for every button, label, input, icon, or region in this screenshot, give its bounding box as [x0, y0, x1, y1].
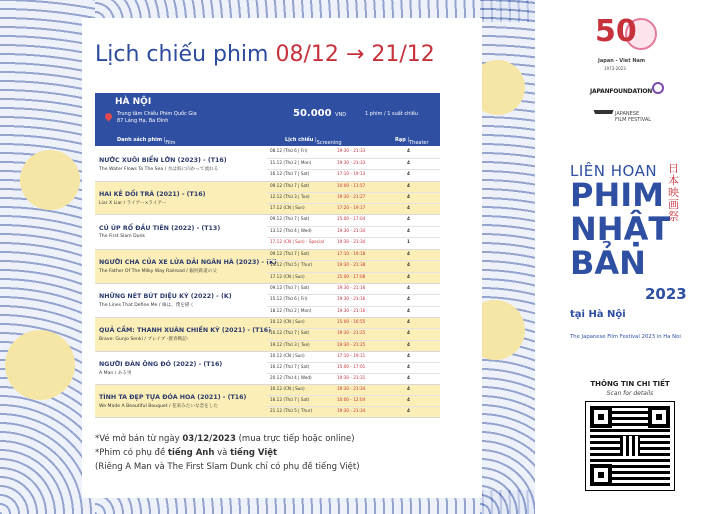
qr-finder-icon: [648, 406, 670, 428]
film-title: NGƯỜI ĐÀN ÔNG ĐÓ (2022) - (T16): [99, 360, 223, 368]
screening-row: [267, 227, 440, 239]
film-title: NGƯỜI CHA CỦA XE LỬA DẢI NGÂN HÀ (2023) - (K): [99, 259, 277, 266]
festival-title: [570, 178, 670, 280]
col-film-en: Film list: [165, 140, 176, 152]
decor-yellow-circle: [5, 330, 75, 400]
title-dates: 08/12 → 21/12: [275, 42, 435, 67]
festival-title-line-2: PHIM: [570, 176, 664, 214]
details-heading: THÔNG TIN CHI TIẾT: [590, 380, 670, 388]
film-subtitle: Liar X Liar / ライアー×ライアー: [99, 200, 167, 206]
price-value: 50.000: [293, 108, 332, 119]
col-schedule: Lịch chiếu | Screening Schedule: [285, 137, 342, 152]
note-line-1: [95, 432, 485, 446]
note-line-2: [95, 446, 485, 460]
venue-city: HÀ NỘI: [115, 97, 152, 107]
screening-date: 10.12 (CN | Sun): [270, 353, 305, 358]
note-2-en: tiếng Anh: [167, 448, 215, 458]
festival-title-line-3: NHẬT: [570, 210, 671, 248]
screening-time: 19:30 - 21:16: [337, 296, 366, 302]
col-schedule-label: Lịch chiếu: [285, 137, 314, 143]
venue-header: [95, 93, 440, 134]
qr-pattern: [620, 436, 640, 456]
screening-room: 4: [407, 307, 410, 313]
screening-row: [267, 250, 440, 261]
screening-room: 4: [407, 205, 410, 210]
film-subtitle: Brave: Gunjo Senki / ブレイブ -群青戦記-: [99, 337, 189, 342]
screening-room: 4: [407, 330, 410, 336]
screening-room: 4: [407, 364, 410, 369]
screening-room: 4: [407, 183, 410, 188]
screening-row: [267, 238, 440, 250]
price-currency: VND: [335, 112, 347, 118]
col-room-label: Rạp: [395, 137, 406, 143]
jff-line-1: JAPANESE: [615, 111, 640, 117]
screening-date: 14.12 (Thứ 5 | Thur): [270, 262, 313, 268]
scan-caption: Scan for details: [606, 390, 654, 397]
screening-time: 17:10 - 19:18: [337, 251, 366, 256]
anniversary-logo: [595, 14, 665, 64]
screening-date: 15.12 (Thứ 6 | Fri): [270, 296, 308, 302]
screening-date: 09.12 (Thứ 7 | Sat): [270, 285, 310, 290]
screening-time: 10:00 - 12:04: [337, 397, 366, 402]
screening-room: 4: [407, 159, 410, 165]
screening-date: 17.12 (CN | Sun) - Special: [270, 239, 324, 245]
screening-room: 4: [407, 285, 410, 290]
anniversary-years: 1973-2023: [604, 66, 626, 71]
screening-row: [267, 341, 440, 352]
arrow-icon: →: [345, 42, 365, 67]
screening-time: 15:00 - 17:01: [337, 364, 366, 369]
screening-row: [267, 182, 440, 193]
date-to: 21: [371, 42, 400, 67]
screening-date: 09.12 (Thứ 7 | Sat): [270, 183, 310, 188]
film-subtitle: The First Slam Dunk: [99, 233, 146, 239]
film-subtitle: The Water Flows To The Sea / 水は海に向かって流れる: [99, 166, 219, 172]
screening-row: [267, 215, 440, 227]
note-2-and: và: [214, 448, 231, 458]
ticket-notes: [95, 432, 485, 474]
screening-room: 4: [407, 296, 410, 302]
screening-time: 15:00 - 17:04: [337, 216, 366, 221]
col-room-en: Theater: [409, 140, 429, 146]
film-subtitle: The Lines That Define Me / 線は、僕を描く: [99, 303, 195, 308]
note-line-3: (Riêng A Man và The First Slam Dunk chỉ có phụ đề tiếng Việt): [95, 462, 360, 472]
festival-title-line-1: LIÊN HOAN: [570, 162, 658, 180]
film-row: [95, 182, 440, 215]
screening-date: 16.12 (Thứ 7 | Sat): [270, 171, 310, 177]
month-to: 12: [406, 42, 435, 67]
screening-time: 19:30 - 21:34: [337, 227, 366, 233]
map-pin-icon: [104, 112, 114, 122]
screening-date: 16.12 (Thứ 7 | Sat): [270, 397, 310, 402]
note-2-vi: tiếng Việt: [230, 448, 278, 458]
screening-time: 19:30 - 21:16: [337, 285, 366, 290]
screening-room: 4: [407, 227, 410, 233]
qr-code[interactable]: [586, 402, 674, 490]
screening-row: [267, 363, 440, 374]
film-subtitle: A Man / ある男: [99, 370, 132, 376]
screening-room: 1: [407, 239, 410, 245]
screening-time: 19:30 - 21:27: [337, 194, 366, 199]
screening-date: 09.12 (Thứ 7 | Sat): [270, 251, 310, 256]
film-row: [95, 352, 440, 385]
screening-row: [267, 385, 440, 396]
screening-room: 4: [407, 386, 410, 391]
screening-time: 15:00 - 17:08: [337, 273, 366, 279]
screening-room: 4: [407, 341, 410, 347]
screening-time: 19:30 - 21:25: [337, 330, 366, 336]
screening-row: [267, 374, 440, 385]
festival-year: 2023: [645, 285, 687, 303]
film-subtitle: The Father Of The Milky Way Railroad / 銀河鉄道の父: [99, 269, 217, 274]
screening-room: 4: [407, 171, 410, 177]
festival-title-line-4: BẢN: [570, 244, 646, 282]
screening-row: [267, 295, 440, 306]
screening-date: 19.12 (Thứ 3 | Tue): [270, 341, 310, 347]
col-schedule-en: Screening Schedule: [316, 140, 342, 152]
screening-date: 21.12 (Thứ 5 | Thur): [270, 408, 313, 413]
screening-room: 4: [407, 375, 410, 380]
screening-row: [267, 396, 440, 407]
month-from: 12: [310, 42, 339, 67]
screening-row: [267, 307, 440, 318]
film-row: [95, 215, 440, 250]
screening-room: 4: [407, 353, 410, 358]
japan-foundation-mark-icon: [652, 82, 664, 94]
title-text: Lịch chiếu phim: [95, 42, 269, 67]
screening-time: 19:30 - 21:25: [337, 341, 366, 347]
screening-room: 4: [407, 273, 410, 279]
screening-time: 17:10 - 19:11: [337, 353, 366, 358]
note-1-date: 03/12/2023: [182, 434, 236, 444]
screening-time: 19:30 - 21:33: [337, 148, 366, 153]
screening-time: 10:00 - 11:57: [337, 183, 366, 188]
screening-time: 19:30 - 21:34: [337, 239, 366, 245]
screening-row: [267, 407, 440, 418]
anniversary-label: Japan - Viet Nam: [598, 58, 646, 64]
col-film-label: Danh sách phim: [117, 137, 163, 143]
screening-row: [267, 329, 440, 340]
anniversary-number: 50: [595, 14, 637, 49]
screening-time: 17:10 - 19:13: [337, 171, 366, 177]
festival-title-japanese: 日本映画祭: [668, 162, 679, 223]
screening-room: 4: [407, 251, 410, 256]
film-title: TÌNH TA ĐẸP TỰA ĐÓA HOA (2021) - (T16): [99, 393, 247, 401]
screening-date: 16.12 (Thứ 7 | Sat): [270, 330, 310, 336]
qr-finder-icon: [590, 406, 612, 428]
screening-time: 15:00 - 16:55: [337, 319, 366, 324]
screening-time: 19:30 - 21:34: [337, 386, 366, 391]
screening-date: 11.12 (Thứ 2 | Mon): [270, 159, 312, 165]
screening-row: [267, 193, 440, 204]
screening-date: 10.12 (CN | Sun): [270, 319, 305, 324]
address-line-2: 87 Láng Hạ, Ba Đình: [117, 118, 169, 124]
col-film: Danh sách phim | Film list: [117, 137, 176, 152]
ticket-price: [293, 108, 346, 119]
screening-room: 4: [407, 194, 410, 199]
screening-date: 10.12 (CN | Sun): [270, 386, 305, 391]
note-1-suffix: (mua trực tiếp hoặc online): [235, 434, 355, 444]
screening-date: 20.12 (Thứ 4 | Wed): [270, 375, 312, 380]
jff-line-2: FILM FESTIVAL: [615, 117, 652, 123]
screening-time: 19:30 - 21:34: [337, 408, 366, 413]
screening-row: [267, 159, 440, 171]
screening-row: [267, 147, 440, 159]
screening-room: 4: [407, 397, 410, 402]
film-row: [95, 318, 440, 352]
festival-location: tại Hà Nội: [570, 309, 626, 320]
price-note: 1 phim / 1 suất chiếu: [365, 111, 418, 117]
screening-row: [267, 261, 440, 272]
note-2-prefix: *Phim có phụ đề: [95, 448, 168, 458]
screening-date: 08.12 (Thứ 6 | Fri): [270, 148, 308, 153]
screening-time: 19:30 - 21:31: [337, 375, 366, 380]
screening-date: 09.12 (Thứ 7 | Sat): [270, 216, 310, 221]
address-line-1: Trung tâm Chiếu Phim Quốc Gia: [117, 111, 197, 117]
japan-foundation-logo: JAPANFOUNDATION: [590, 88, 653, 95]
qr-finder-icon: [590, 464, 612, 486]
screening-room: 4: [407, 262, 410, 268]
jff-logo-text: [615, 111, 651, 123]
screening-time: 19:30 - 21:16: [337, 307, 366, 313]
film-row: [95, 284, 440, 318]
screening-date: 13.12 (Thứ 4 | Wed): [270, 227, 312, 233]
film-row: [95, 147, 440, 182]
film-title: CÚ ÚP RỔ ĐẦU TIÊN (2022) - (T13): [99, 224, 221, 232]
film-title: NHỮNG NÉT BÚT DIỆU KỲ (2022) - (K): [99, 293, 232, 300]
screening-date: 16.12 (Thứ 7 | Sat): [270, 364, 310, 369]
venue-address: [117, 111, 197, 125]
screening-date: 18.12 (Thứ 2 | Mon): [270, 307, 312, 313]
screening-row: [267, 170, 440, 182]
film-title: QUẢ CẦM: THANH XUÂN CHIẾN KỲ (2021) - (T16): [99, 327, 272, 334]
screening-room: 4: [407, 319, 410, 324]
film-row: [95, 250, 440, 284]
film-title: HAI KẺ DỐI TRÁ (2021) - (T16): [99, 190, 206, 198]
screening-date: 17.12 (CN | Sun): [270, 273, 305, 279]
screening-room: 4: [407, 216, 410, 221]
film-row: [95, 385, 440, 418]
col-room: Rạp | Theater: [395, 137, 429, 146]
screening-room: 4: [407, 148, 410, 153]
page-title: [95, 42, 435, 67]
screening-time: 19:30 - 21:38: [337, 262, 366, 268]
film-list: [95, 147, 440, 418]
screening-row: [267, 284, 440, 295]
screening-time: 19:30 - 21:33: [337, 159, 366, 165]
screening-room: 4: [407, 408, 410, 413]
decor-yellow-circle: [20, 150, 80, 210]
screening-date: 12.12 (Thứ 3 | Tue): [270, 194, 310, 199]
note-1-prefix: *Vé mở bán từ ngày: [95, 434, 183, 444]
screening-row: [267, 204, 440, 215]
date-from: 08: [275, 42, 304, 67]
screening-row: [267, 273, 440, 284]
screening-row: [267, 352, 440, 363]
wave-pattern-left: [0, 0, 95, 514]
festival-title-english: The Japanese Film Festival 2023 in Ha Noi: [570, 334, 681, 340]
screening-time: 17:20 - 19:17: [337, 205, 366, 210]
screening-row: [267, 318, 440, 329]
film-subtitle: We Made A Beautiful Bouquet / 花束みたいな恋をした: [99, 403, 218, 409]
film-title: NƯỚC XUÔI BIỂN LỚN (2023) - (T16): [99, 156, 227, 164]
screening-date: 17.12 (CN | Sun): [270, 205, 305, 210]
